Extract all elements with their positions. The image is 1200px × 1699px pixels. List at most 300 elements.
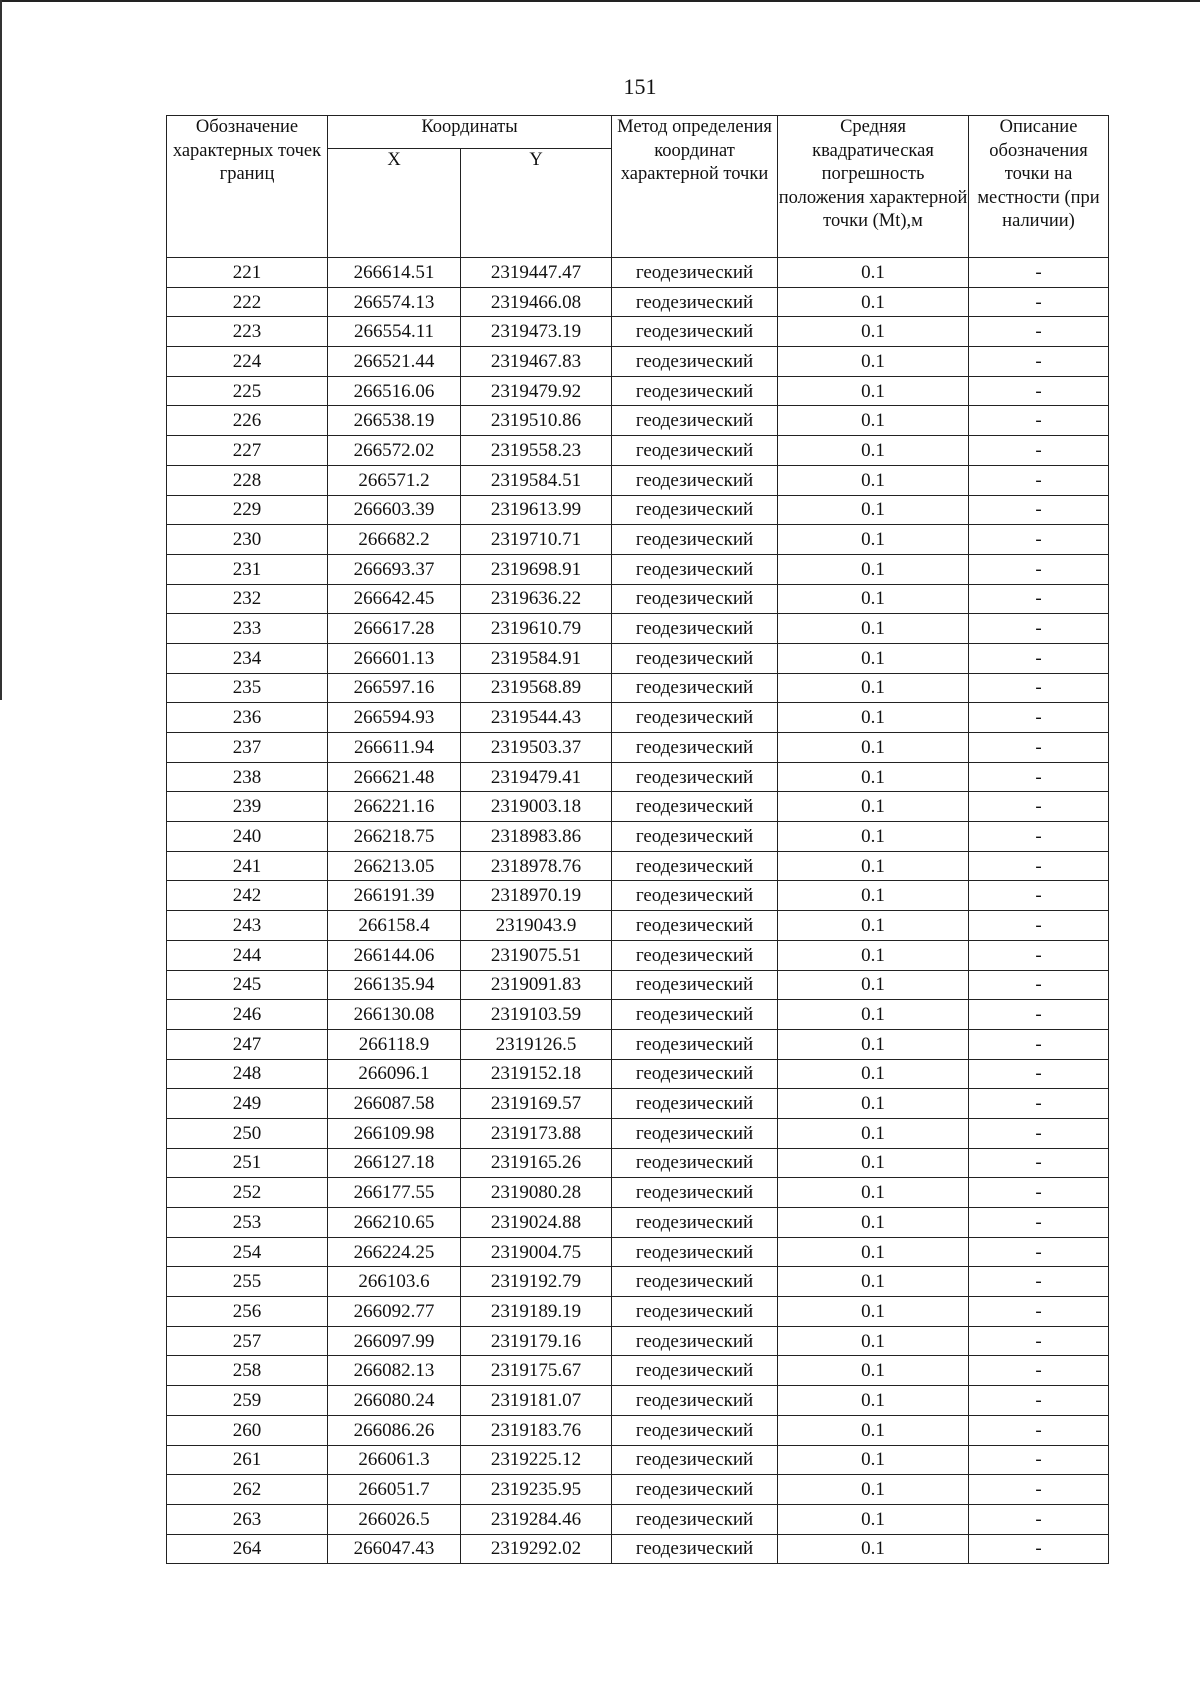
cell-method: геодезический bbox=[612, 970, 778, 1000]
cell-error: 0.1 bbox=[778, 762, 969, 792]
cell-error: 0.1 bbox=[778, 436, 969, 466]
cell-method: геодезический bbox=[612, 1059, 778, 1089]
cell-x: 266103.6 bbox=[328, 1267, 461, 1297]
cell-description: - bbox=[969, 1415, 1109, 1445]
table-row bbox=[167, 1445, 1109, 1475]
table-row bbox=[167, 258, 1109, 288]
cell-x: 266571.2 bbox=[328, 465, 461, 495]
table-row bbox=[167, 525, 1109, 555]
cell-error: 0.1 bbox=[778, 1326, 969, 1356]
cell-error: 0.1 bbox=[778, 1504, 969, 1534]
cell-y: 2319043.9 bbox=[461, 911, 612, 941]
cell-method: геодезический bbox=[612, 733, 778, 763]
cell-y: 2319152.18 bbox=[461, 1059, 612, 1089]
cell-y: 2319189.19 bbox=[461, 1297, 612, 1327]
table-row bbox=[167, 1326, 1109, 1356]
cell-point: 228 bbox=[167, 465, 328, 495]
cell-y: 2319558.23 bbox=[461, 436, 612, 466]
cell-error: 0.1 bbox=[778, 1475, 969, 1505]
table-row bbox=[167, 436, 1109, 466]
cell-y: 2319169.57 bbox=[461, 1089, 612, 1119]
cell-error: 0.1 bbox=[778, 584, 969, 614]
cell-y: 2319584.51 bbox=[461, 465, 612, 495]
table-row bbox=[167, 376, 1109, 406]
cell-description: - bbox=[969, 1534, 1109, 1564]
cell-method: геодезический bbox=[612, 851, 778, 881]
cell-error: 0.1 bbox=[778, 881, 969, 911]
cell-description: - bbox=[969, 1148, 1109, 1178]
cell-y: 2319175.67 bbox=[461, 1356, 612, 1386]
cell-error: 0.1 bbox=[778, 733, 969, 763]
cell-description: - bbox=[969, 258, 1109, 288]
cell-description: - bbox=[969, 614, 1109, 644]
cell-y: 2319710.71 bbox=[461, 525, 612, 555]
cell-point: 223 bbox=[167, 317, 328, 347]
cell-point: 258 bbox=[167, 1356, 328, 1386]
cell-y: 2319192.79 bbox=[461, 1267, 612, 1297]
cell-error: 0.1 bbox=[778, 643, 969, 673]
table-row bbox=[167, 1534, 1109, 1564]
cell-y: 2318978.76 bbox=[461, 851, 612, 881]
cell-description: - bbox=[969, 287, 1109, 317]
cell-x: 266554.11 bbox=[328, 317, 461, 347]
cell-error: 0.1 bbox=[778, 1148, 969, 1178]
cell-x: 266026.5 bbox=[328, 1504, 461, 1534]
cell-x: 266213.05 bbox=[328, 851, 461, 881]
cell-description: - bbox=[969, 703, 1109, 733]
cell-point: 248 bbox=[167, 1059, 328, 1089]
cell-x: 266682.2 bbox=[328, 525, 461, 555]
cell-error: 0.1 bbox=[778, 1059, 969, 1089]
cell-point: 262 bbox=[167, 1475, 328, 1505]
table-row bbox=[167, 970, 1109, 1000]
cell-error: 0.1 bbox=[778, 970, 969, 1000]
cell-error: 0.1 bbox=[778, 495, 969, 525]
table-row bbox=[167, 406, 1109, 436]
cell-point: 259 bbox=[167, 1386, 328, 1416]
cell-x: 266109.98 bbox=[328, 1118, 461, 1148]
cell-y: 2319544.43 bbox=[461, 703, 612, 733]
cell-description: - bbox=[969, 495, 1109, 525]
cell-method: геодезический bbox=[612, 554, 778, 584]
cell-point: 252 bbox=[167, 1178, 328, 1208]
header-y: Y bbox=[461, 149, 612, 258]
cell-error: 0.1 bbox=[778, 1178, 969, 1208]
cell-x: 266693.37 bbox=[328, 554, 461, 584]
cell-x: 266135.94 bbox=[328, 970, 461, 1000]
cell-point: 221 bbox=[167, 258, 328, 288]
cell-error: 0.1 bbox=[778, 1534, 969, 1564]
cell-point: 244 bbox=[167, 940, 328, 970]
cell-x: 266087.58 bbox=[328, 1089, 461, 1119]
cell-y: 2319510.86 bbox=[461, 406, 612, 436]
cell-description: - bbox=[969, 673, 1109, 703]
cell-method: геодезический bbox=[612, 1534, 778, 1564]
table-row bbox=[167, 614, 1109, 644]
cell-method: геодезический bbox=[612, 1237, 778, 1267]
cell-method: геодезический bbox=[612, 436, 778, 466]
cell-y: 2319179.16 bbox=[461, 1326, 612, 1356]
cell-point: 257 bbox=[167, 1326, 328, 1356]
cell-x: 266597.16 bbox=[328, 673, 461, 703]
cell-y: 2319466.08 bbox=[461, 287, 612, 317]
header-coordinates: Координаты bbox=[328, 116, 612, 149]
cell-error: 0.1 bbox=[778, 347, 969, 377]
table-row bbox=[167, 1237, 1109, 1267]
cell-x: 266574.13 bbox=[328, 287, 461, 317]
cell-point: 234 bbox=[167, 643, 328, 673]
cell-x: 266538.19 bbox=[328, 406, 461, 436]
cell-method: геодезический bbox=[612, 1208, 778, 1238]
cell-method: геодезический bbox=[612, 822, 778, 852]
table-row bbox=[167, 465, 1109, 495]
table-row bbox=[167, 1415, 1109, 1445]
cell-point: 254 bbox=[167, 1237, 328, 1267]
cell-method: геодезический bbox=[612, 911, 778, 941]
cell-error: 0.1 bbox=[778, 1000, 969, 1030]
cell-error: 0.1 bbox=[778, 1208, 969, 1238]
cell-point: 260 bbox=[167, 1415, 328, 1445]
cell-method: геодезический bbox=[612, 1000, 778, 1030]
cell-point: 243 bbox=[167, 911, 328, 941]
cell-method: геодезический bbox=[612, 1267, 778, 1297]
cell-y: 2319181.07 bbox=[461, 1386, 612, 1416]
cell-y: 2319091.83 bbox=[461, 970, 612, 1000]
cell-description: - bbox=[969, 1000, 1109, 1030]
table-row bbox=[167, 822, 1109, 852]
cell-method: геодезический bbox=[612, 258, 778, 288]
cell-description: - bbox=[969, 1445, 1109, 1475]
cell-y: 2319004.75 bbox=[461, 1237, 612, 1267]
cell-x: 266051.7 bbox=[328, 1475, 461, 1505]
cell-error: 0.1 bbox=[778, 1118, 969, 1148]
cell-description: - bbox=[969, 376, 1109, 406]
cell-point: 236 bbox=[167, 703, 328, 733]
cell-error: 0.1 bbox=[778, 673, 969, 703]
table-row bbox=[167, 1000, 1109, 1030]
cell-description: - bbox=[969, 1118, 1109, 1148]
table-row bbox=[167, 1059, 1109, 1089]
cell-error: 0.1 bbox=[778, 940, 969, 970]
cell-point: 225 bbox=[167, 376, 328, 406]
cell-method: геодезический bbox=[612, 643, 778, 673]
cell-description: - bbox=[969, 584, 1109, 614]
cell-y: 2319183.76 bbox=[461, 1415, 612, 1445]
cell-point: 261 bbox=[167, 1445, 328, 1475]
cell-method: геодезический bbox=[612, 347, 778, 377]
cell-y: 2318983.86 bbox=[461, 822, 612, 852]
cell-method: геодезический bbox=[612, 762, 778, 792]
cell-y: 2319284.46 bbox=[461, 1504, 612, 1534]
header-method: Метод определения координат характерной точки bbox=[612, 116, 778, 258]
cell-method: геодезический bbox=[612, 1386, 778, 1416]
header-x: X bbox=[328, 149, 461, 258]
cell-y: 2319503.37 bbox=[461, 733, 612, 763]
cell-x: 266082.13 bbox=[328, 1356, 461, 1386]
cell-method: геодезический bbox=[612, 317, 778, 347]
cell-error: 0.1 bbox=[778, 1267, 969, 1297]
cell-description: - bbox=[969, 347, 1109, 377]
cell-point: 237 bbox=[167, 733, 328, 763]
cell-y: 2319024.88 bbox=[461, 1208, 612, 1238]
cell-description: - bbox=[969, 970, 1109, 1000]
cell-description: - bbox=[969, 1178, 1109, 1208]
table-row bbox=[167, 1356, 1109, 1386]
cell-method: геодезический bbox=[612, 940, 778, 970]
cell-point: 230 bbox=[167, 525, 328, 555]
cell-description: - bbox=[969, 1356, 1109, 1386]
cell-error: 0.1 bbox=[778, 1356, 969, 1386]
cell-x: 266621.48 bbox=[328, 762, 461, 792]
table-row bbox=[167, 911, 1109, 941]
cell-description: - bbox=[969, 851, 1109, 881]
cell-method: геодезический bbox=[612, 406, 778, 436]
cell-y: 2319613.99 bbox=[461, 495, 612, 525]
table-row bbox=[167, 584, 1109, 614]
cell-point: 239 bbox=[167, 792, 328, 822]
cell-point: 264 bbox=[167, 1534, 328, 1564]
cell-x: 266224.25 bbox=[328, 1237, 461, 1267]
table-row bbox=[167, 554, 1109, 584]
cell-y: 2319473.19 bbox=[461, 317, 612, 347]
cell-error: 0.1 bbox=[778, 406, 969, 436]
cell-x: 266092.77 bbox=[328, 1297, 461, 1327]
cell-description: - bbox=[969, 436, 1109, 466]
cell-method: геодезический bbox=[612, 376, 778, 406]
cell-description: - bbox=[969, 1297, 1109, 1327]
cell-point: 246 bbox=[167, 1000, 328, 1030]
cell-y: 2319698.91 bbox=[461, 554, 612, 584]
cell-x: 266096.1 bbox=[328, 1059, 461, 1089]
cell-y: 2318970.19 bbox=[461, 881, 612, 911]
cell-method: геодезический bbox=[612, 1118, 778, 1148]
cell-description: - bbox=[969, 1326, 1109, 1356]
cell-y: 2319225.12 bbox=[461, 1445, 612, 1475]
cell-point: 240 bbox=[167, 822, 328, 852]
table-row bbox=[167, 1504, 1109, 1534]
table-row bbox=[167, 1208, 1109, 1238]
cell-x: 266603.39 bbox=[328, 495, 461, 525]
table-row bbox=[167, 1386, 1109, 1416]
cell-y: 2319636.22 bbox=[461, 584, 612, 614]
table-row bbox=[167, 792, 1109, 822]
cell-x: 266118.9 bbox=[328, 1029, 461, 1059]
cell-point: 232 bbox=[167, 584, 328, 614]
cell-description: - bbox=[969, 822, 1109, 852]
cell-method: геодезический bbox=[612, 703, 778, 733]
cell-y: 2319568.89 bbox=[461, 673, 612, 703]
cell-error: 0.1 bbox=[778, 554, 969, 584]
cell-method: геодезический bbox=[612, 495, 778, 525]
table-row bbox=[167, 673, 1109, 703]
cell-y: 2319165.26 bbox=[461, 1148, 612, 1178]
cell-point: 253 bbox=[167, 1208, 328, 1238]
cell-description: - bbox=[969, 1475, 1109, 1505]
cell-error: 0.1 bbox=[778, 851, 969, 881]
cell-error: 0.1 bbox=[778, 465, 969, 495]
cell-point: 241 bbox=[167, 851, 328, 881]
header-error: Средняя квадратическая погрешность положения характерной точки (Mt),м bbox=[778, 116, 969, 258]
table-row bbox=[167, 1178, 1109, 1208]
page-left-edge bbox=[0, 0, 2, 700]
cell-error: 0.1 bbox=[778, 1237, 969, 1267]
cell-description: - bbox=[969, 762, 1109, 792]
table-row bbox=[167, 851, 1109, 881]
cell-point: 229 bbox=[167, 495, 328, 525]
cell-x: 266080.24 bbox=[328, 1386, 461, 1416]
cell-y: 2319173.88 bbox=[461, 1118, 612, 1148]
cell-method: геодезический bbox=[612, 1148, 778, 1178]
cell-error: 0.1 bbox=[778, 703, 969, 733]
table-row bbox=[167, 495, 1109, 525]
cell-error: 0.1 bbox=[778, 1445, 969, 1475]
cell-method: геодезический bbox=[612, 1445, 778, 1475]
cell-y: 2319292.02 bbox=[461, 1534, 612, 1564]
cell-y: 2319235.95 bbox=[461, 1475, 612, 1505]
cell-point: 256 bbox=[167, 1297, 328, 1327]
cell-method: геодезический bbox=[612, 465, 778, 495]
cell-x: 266097.99 bbox=[328, 1326, 461, 1356]
cell-x: 266158.4 bbox=[328, 911, 461, 941]
table-row bbox=[167, 1475, 1109, 1505]
cell-error: 0.1 bbox=[778, 376, 969, 406]
cell-error: 0.1 bbox=[778, 822, 969, 852]
cell-description: - bbox=[969, 1059, 1109, 1089]
cell-method: геодезический bbox=[612, 792, 778, 822]
cell-description: - bbox=[969, 643, 1109, 673]
cell-error: 0.1 bbox=[778, 1415, 969, 1445]
cell-error: 0.1 bbox=[778, 1386, 969, 1416]
cell-x: 266061.3 bbox=[328, 1445, 461, 1475]
table-row bbox=[167, 1267, 1109, 1297]
table-row bbox=[167, 703, 1109, 733]
cell-x: 266086.26 bbox=[328, 1415, 461, 1445]
header-description: Описание обозначения точки на местности (при наличии) bbox=[969, 116, 1109, 258]
cell-method: геодезический bbox=[612, 1356, 778, 1386]
cell-method: геодезический bbox=[612, 614, 778, 644]
cell-y: 2319075.51 bbox=[461, 940, 612, 970]
table-row bbox=[167, 940, 1109, 970]
cell-method: геодезический bbox=[612, 1475, 778, 1505]
cell-point: 238 bbox=[167, 762, 328, 792]
cell-point: 249 bbox=[167, 1089, 328, 1119]
cell-method: геодезический bbox=[612, 1297, 778, 1327]
cell-point: 224 bbox=[167, 347, 328, 377]
cell-error: 0.1 bbox=[778, 792, 969, 822]
cell-x: 266642.45 bbox=[328, 584, 461, 614]
cell-description: - bbox=[969, 1208, 1109, 1238]
cell-x: 266127.18 bbox=[328, 1148, 461, 1178]
cell-x: 266617.28 bbox=[328, 614, 461, 644]
cell-error: 0.1 bbox=[778, 1089, 969, 1119]
cell-x: 266177.55 bbox=[328, 1178, 461, 1208]
cell-point: 231 bbox=[167, 554, 328, 584]
cell-point: 255 bbox=[167, 1267, 328, 1297]
table-header bbox=[167, 116, 1109, 258]
cell-description: - bbox=[969, 1504, 1109, 1534]
cell-y: 2319584.91 bbox=[461, 643, 612, 673]
cell-error: 0.1 bbox=[778, 287, 969, 317]
cell-x: 266144.06 bbox=[328, 940, 461, 970]
cell-error: 0.1 bbox=[778, 317, 969, 347]
cell-description: - bbox=[969, 911, 1109, 941]
table-row bbox=[167, 643, 1109, 673]
cell-description: - bbox=[969, 1267, 1109, 1297]
cell-method: геодезический bbox=[612, 1326, 778, 1356]
cell-point: 247 bbox=[167, 1029, 328, 1059]
cell-point: 242 bbox=[167, 881, 328, 911]
cell-error: 0.1 bbox=[778, 614, 969, 644]
cell-x: 266611.94 bbox=[328, 733, 461, 763]
cell-method: геодезический bbox=[612, 1504, 778, 1534]
cell-point: 222 bbox=[167, 287, 328, 317]
table-row bbox=[167, 881, 1109, 911]
cell-x: 266210.65 bbox=[328, 1208, 461, 1238]
cell-y: 2319080.28 bbox=[461, 1178, 612, 1208]
table-row bbox=[167, 317, 1109, 347]
cell-method: геодезический bbox=[612, 287, 778, 317]
page-number: 151 bbox=[623, 74, 657, 99]
cell-x: 266601.13 bbox=[328, 643, 461, 673]
cell-y: 2319479.92 bbox=[461, 376, 612, 406]
cell-description: - bbox=[969, 525, 1109, 555]
cell-point: 263 bbox=[167, 1504, 328, 1534]
page-top-edge bbox=[0, 0, 1200, 2]
table-row bbox=[167, 1118, 1109, 1148]
cell-point: 251 bbox=[167, 1148, 328, 1178]
cell-y: 2319479.41 bbox=[461, 762, 612, 792]
cell-point: 226 bbox=[167, 406, 328, 436]
cell-x: 266572.02 bbox=[328, 436, 461, 466]
cell-point: 227 bbox=[167, 436, 328, 466]
cell-point: 250 bbox=[167, 1118, 328, 1148]
cell-x: 266521.44 bbox=[328, 347, 461, 377]
cell-description: - bbox=[969, 1237, 1109, 1267]
cell-method: геодезический bbox=[612, 1029, 778, 1059]
cell-point: 245 bbox=[167, 970, 328, 1000]
cell-description: - bbox=[969, 1386, 1109, 1416]
table-row bbox=[167, 287, 1109, 317]
table-row bbox=[167, 1297, 1109, 1327]
cell-point: 235 bbox=[167, 673, 328, 703]
cell-x: 266221.16 bbox=[328, 792, 461, 822]
table-row bbox=[167, 1148, 1109, 1178]
cell-description: - bbox=[969, 792, 1109, 822]
table-row bbox=[167, 347, 1109, 377]
cell-description: - bbox=[969, 733, 1109, 763]
cell-method: геодезический bbox=[612, 525, 778, 555]
table-row bbox=[167, 1089, 1109, 1119]
cell-y: 2319003.18 bbox=[461, 792, 612, 822]
cell-y: 2319447.47 bbox=[461, 258, 612, 288]
cell-error: 0.1 bbox=[778, 1029, 969, 1059]
cell-description: - bbox=[969, 406, 1109, 436]
cell-y: 2319467.83 bbox=[461, 347, 612, 377]
cell-x: 266614.51 bbox=[328, 258, 461, 288]
table-row bbox=[167, 1029, 1109, 1059]
cell-y: 2319126.5 bbox=[461, 1029, 612, 1059]
cell-error: 0.1 bbox=[778, 1297, 969, 1327]
cell-method: геодезический bbox=[612, 1089, 778, 1119]
cell-x: 266130.08 bbox=[328, 1000, 461, 1030]
cell-error: 0.1 bbox=[778, 911, 969, 941]
coordinates-table bbox=[166, 115, 1109, 1564]
cell-method: геодезический bbox=[612, 881, 778, 911]
cell-description: - bbox=[969, 940, 1109, 970]
cell-description: - bbox=[969, 881, 1109, 911]
cell-method: геодезический bbox=[612, 673, 778, 703]
cell-x: 266218.75 bbox=[328, 822, 461, 852]
